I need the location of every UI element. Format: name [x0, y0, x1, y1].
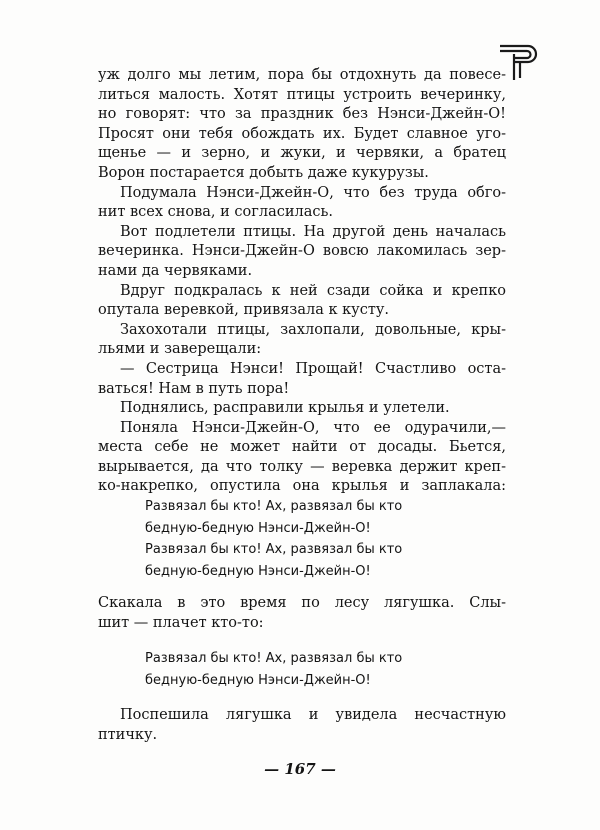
- text-line: Поспешила лягушка и увидела несчастную: [120, 707, 506, 723]
- text-line: ко-накрепко, опустила она крылья и заплакала:: [98, 478, 506, 495]
- text-line: Поднялись, расправили крылья и улетели.: [120, 400, 450, 417]
- text-line: уж долго мы летим, пора бы отдохнуть да повесе-: [98, 67, 506, 83]
- text-line: Ворон постарается добыть даже кукурузы.: [98, 164, 429, 181]
- verse-line: Развязал бы кто! Ах, развязал бы кто: [145, 499, 403, 514]
- text-line: нами да червяками.: [98, 262, 253, 279]
- text-line: литься малость. Хотят птицы устроить вечеринку,: [98, 86, 506, 103]
- text-line: вечеринка. Нэнси-Джейн-О вовсю лакомилась зер-: [98, 243, 506, 260]
- verse-line: бедную-бедную Нэнси-Джейн-О!: [145, 563, 371, 579]
- verse-block: [145, 648, 445, 691]
- text-line: птичку.: [98, 726, 158, 743]
- text-line: Вдруг подкралась к ней сзади сойка и крепко: [120, 282, 506, 299]
- text-line: места себе не может найти от досады. Бьется,: [98, 439, 506, 456]
- verse-block: [145, 496, 445, 582]
- text-line: Подумала Нэнси-Джейн-О, что без труда обго-: [120, 184, 506, 201]
- text-line: Захохотали птицы, захлопали, довольные, кры-: [120, 321, 506, 338]
- verse-line: бедную-бедную Нэнси-Джейн-О!: [145, 672, 371, 688]
- text-line: Просят они тебя обождать их. Будет славное уго-: [98, 125, 506, 142]
- text-line: Поняла Нэнси-Джейн-О, что ее одурачили,—: [120, 419, 506, 436]
- text-line: опутала веревкой, привязала к кусту.: [98, 302, 389, 319]
- text-line: Вот подлетели птицы. На другой день началась: [120, 223, 506, 240]
- text-line: нит всех снова, и согласилась.: [98, 204, 333, 221]
- page-number: — 167 —: [264, 760, 336, 778]
- text-block: [98, 594, 506, 633]
- text-line: — Сестрица Нэнси! Прощай! Счастливо оста-: [120, 360, 506, 377]
- main-text-block: [98, 66, 506, 497]
- text-line: шит — плачет кто-то:: [98, 614, 264, 631]
- text-line: льями и заверещали:: [98, 341, 262, 358]
- text-line: но говорят: что за праздник без Нэнси-Джейн-О!: [98, 106, 506, 123]
- text-line: Скакала в это время по лесу лягушка. Слы-: [98, 595, 506, 611]
- text-line: щенье — и зерно, и жуки, и червяки, а братец: [98, 145, 506, 162]
- text-block: [98, 706, 506, 745]
- verse-line: Развязал бы кто! Ах, развязал бы кто: [145, 651, 403, 666]
- text-line: вырывается, да что толку — веревка держит креп-: [98, 458, 506, 475]
- text-line: ваться! Нам в путь пора!: [98, 380, 290, 397]
- verse-line: бедную-бедную Нэнси-Джейн-О!: [145, 520, 371, 536]
- verse-line: Развязал бы кто! Ах, развязал бы кто: [145, 542, 403, 557]
